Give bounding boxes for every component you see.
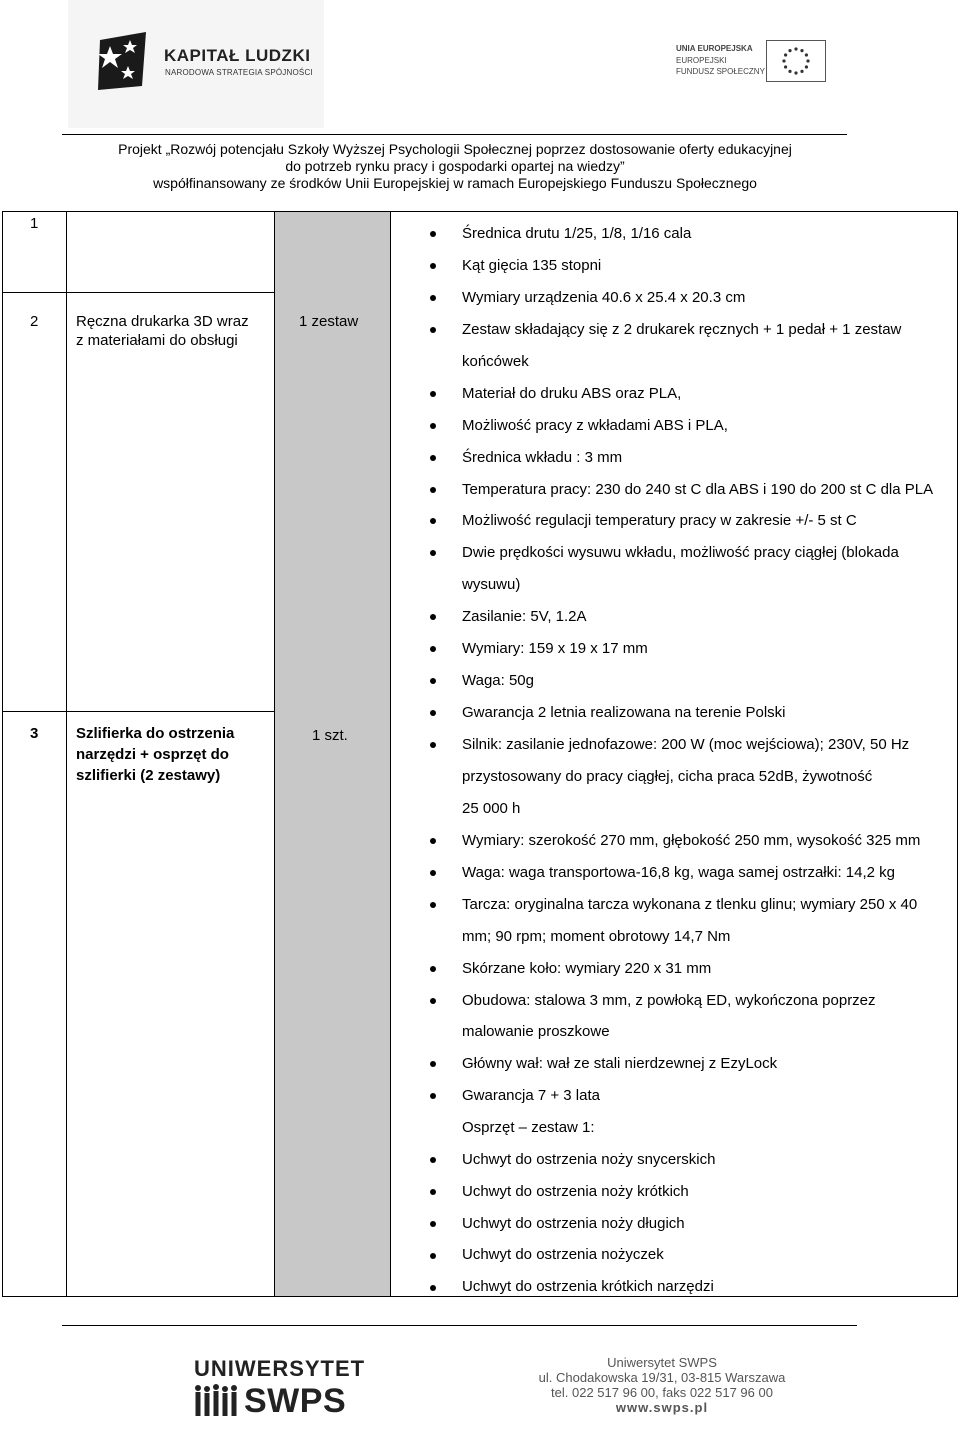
spec-item: Wymiary: szerokość 270 mm, głębokość 250 mm, wysokość 325 mm bbox=[462, 832, 921, 849]
row-3-quantity: 1 szt. bbox=[312, 727, 348, 744]
table-border-left bbox=[2, 211, 3, 1297]
spec-item-continuation: końcówek bbox=[462, 353, 529, 370]
spec-item: Wymiary: 159 x 19 x 17 mm bbox=[462, 640, 648, 657]
swps-logo-word: UNIWERSYTET bbox=[194, 1356, 366, 1381]
spec-item: Gwarancja 7 + 3 lata bbox=[462, 1087, 600, 1104]
row-2-name-line2: z materiałami do obsługi bbox=[76, 332, 238, 349]
bullet-icon bbox=[430, 710, 436, 716]
bullet-icon bbox=[430, 1253, 436, 1259]
spec-item: Główny wał: wał ze stali nierdzewnej z EzyLock bbox=[462, 1055, 778, 1072]
spec-item: Uchwyt do ostrzenia nożyczek bbox=[462, 1246, 664, 1263]
row-3-number: 3 bbox=[30, 725, 39, 742]
footer-address-line1: Uniwersytet SWPS bbox=[607, 1355, 717, 1370]
header-divider bbox=[62, 134, 847, 135]
project-title-line2: do potrzeb rynku pracy i gospodarki opartej na wiedzy” bbox=[285, 158, 625, 174]
eu-logo bbox=[648, 34, 838, 94]
spec-item: Uchwyt do ostrzenia noży długich bbox=[462, 1215, 685, 1232]
bullet-icon bbox=[430, 838, 436, 844]
spec-item: Tarcza: oryginalna tarcza wykonana z tlenku glinu; wymiary 250 x 40 bbox=[462, 896, 918, 913]
swps-logo bbox=[190, 1352, 370, 1420]
project-title-line3: współfinansowany ze środków Unii Europejskiej w ramach Europejskiego Funduszu Społecznego bbox=[153, 175, 757, 191]
spec-item: Skórzane koło: wymiary 220 x 31 mm bbox=[462, 960, 712, 977]
bullet-icon bbox=[430, 1189, 436, 1195]
table-border-top bbox=[2, 211, 958, 212]
bullet-icon bbox=[430, 231, 436, 237]
quantity-column-shading bbox=[275, 212, 390, 1297]
row-divider-1 bbox=[2, 292, 275, 293]
column-divider-2 bbox=[274, 211, 275, 1297]
people-silhouettes-icon bbox=[194, 1384, 242, 1418]
spec-item: Możliwość regulacji temperatury pracy w zakresie +/- 5 st C bbox=[462, 512, 857, 529]
bullet-icon bbox=[430, 1093, 436, 1099]
kapital-ludzki-emblem-icon bbox=[96, 30, 150, 92]
bullet-icon bbox=[430, 966, 436, 972]
kapital-ludzki-logo bbox=[68, 0, 324, 128]
row-divider-2 bbox=[2, 711, 275, 712]
bullet-icon bbox=[430, 1061, 436, 1067]
spec-item: Waga: 50g bbox=[462, 672, 534, 689]
spec-item: Temperatura pracy: 230 do 240 st C dla ABS i 190 do 200 st C dla PLA bbox=[462, 481, 934, 498]
bullet-icon bbox=[430, 870, 436, 876]
spec-item-continuation: przystosowany do pracy ciągłej, cicha praca 52dB, żywotność bbox=[462, 768, 873, 785]
bullet-icon bbox=[430, 646, 436, 652]
spec-item: Gwarancja 2 letnia realizowana na terenie Polski bbox=[462, 704, 786, 721]
spec-item: Wymiary urządzenia 40.6 x 25.4 x 20.3 cm bbox=[462, 289, 746, 306]
bullet-icon bbox=[430, 455, 436, 461]
spec-item: Kąt gięcia 135 stopni bbox=[462, 257, 602, 274]
column-divider-3 bbox=[390, 211, 391, 1297]
bullet-icon bbox=[430, 678, 436, 684]
bullet-icon bbox=[430, 1157, 436, 1163]
spec-item: Zasilanie: 5V, 1.2A bbox=[462, 608, 587, 625]
eu-flag-icon bbox=[766, 40, 826, 82]
bullet-icon bbox=[430, 391, 436, 397]
bullet-icon bbox=[430, 295, 436, 301]
eu-line2: EUROPEJSKI bbox=[676, 56, 727, 65]
bullet-icon bbox=[430, 1221, 436, 1227]
kapital-ludzki-subtitle: NARODOWA STRATEGIA SPÓJNOŚCI bbox=[165, 68, 313, 77]
bullet-icon bbox=[430, 487, 436, 493]
bullet-icon bbox=[430, 550, 436, 556]
bullet-icon bbox=[430, 423, 436, 429]
spec-item: Silnik: zasilanie jednofazowe: 200 W (moc wejściowa); 230V, 50 Hz bbox=[462, 736, 910, 753]
spec-item: Uchwyt do ostrzenia krótkich narzędzi bbox=[462, 1278, 714, 1295]
spec-item: Waga: waga transportowa-16,8 kg, waga samej ostrzałki: 14,2 kg bbox=[462, 864, 895, 881]
spec-item-continuation: malowanie proszkowe bbox=[462, 1023, 610, 1040]
spec-item-continuation: 25 000 h bbox=[462, 800, 521, 817]
spec-item-continuation: wysuwu) bbox=[462, 576, 521, 593]
footer-address-line2: ul. Chodakowska 19/31, 03-815 Warszawa bbox=[538, 1370, 786, 1385]
bullet-icon bbox=[430, 263, 436, 269]
row-3-name-line3: szlifierki (2 zestawy) bbox=[76, 767, 221, 784]
table-border-right bbox=[957, 211, 958, 1297]
row-3-name-line1: Szlifierka do ostrzenia bbox=[76, 725, 235, 742]
spec-item: Obudowa: stalowa 3 mm, z powłoką ED, wykończona poprzez bbox=[462, 992, 876, 1009]
bullet-icon bbox=[430, 518, 436, 524]
bullet-icon bbox=[430, 902, 436, 908]
bullet-icon bbox=[430, 1285, 436, 1291]
bullet-icon bbox=[430, 614, 436, 620]
eu-line1: UNIA EUROPEJSKA bbox=[676, 44, 753, 53]
bullet-icon bbox=[430, 998, 436, 1004]
spec-item: Średnica wkładu : 3 mm bbox=[462, 449, 623, 466]
row-2-name-line1: Ręczna drukarka 3D wraz bbox=[76, 313, 249, 330]
row-3-name-line2: narzędzi + osprzęt do bbox=[76, 746, 229, 763]
spec-item: Uchwyt do ostrzenia noży krótkich bbox=[462, 1183, 689, 1200]
spec-item: Zestaw składający się z 2 drukarek ręcznych + 1 pedał + 1 zestaw bbox=[462, 321, 902, 338]
footer-divider bbox=[62, 1325, 857, 1326]
project-title-line1: Projekt „Rozwój potencjału Szkoły Wyższej Psychologii Społecznej poprzez dostosowanie oferty edukacyjnej bbox=[118, 141, 792, 157]
bullet-icon bbox=[430, 327, 436, 333]
row-1-number: 1 bbox=[30, 215, 39, 232]
spec-item: Dwie prędkości wysuwu wkładu, możliwość pracy ciągłej (blokada bbox=[462, 544, 899, 561]
spec-item: Możliwość pracy z wkładami ABS i PLA, bbox=[462, 417, 728, 434]
spec-item-continuation: mm; 90 rpm; moment obrotowy 14,7 Nm bbox=[462, 928, 731, 945]
footer-address-line3: tel. 022 517 96 00, faks 022 517 96 00 bbox=[551, 1385, 773, 1400]
spec-item: Średnica drutu 1/25, 1/8, 1/16 cala bbox=[462, 225, 692, 242]
swps-logo-big: SWPS bbox=[244, 1382, 347, 1420]
footer-website-link[interactable]: www.swps.pl bbox=[615, 1400, 709, 1415]
spec-item: Materiał do druku ABS oraz PLA, bbox=[462, 385, 682, 402]
column-divider-1 bbox=[66, 211, 67, 1297]
spec-item: Uchwyt do ostrzenia noży snycerskich bbox=[462, 1151, 716, 1168]
eu-line3: FUNDUSZ SPOŁECZNY bbox=[676, 67, 765, 76]
bullet-icon bbox=[430, 742, 436, 748]
row-2-quantity: 1 zestaw bbox=[299, 313, 359, 330]
kapital-ludzki-title: KAPITAŁ LUDZKI bbox=[164, 46, 311, 65]
spec-subheading: Osprzęt – zestaw 1: bbox=[462, 1119, 595, 1136]
row-2-number: 2 bbox=[30, 313, 39, 330]
